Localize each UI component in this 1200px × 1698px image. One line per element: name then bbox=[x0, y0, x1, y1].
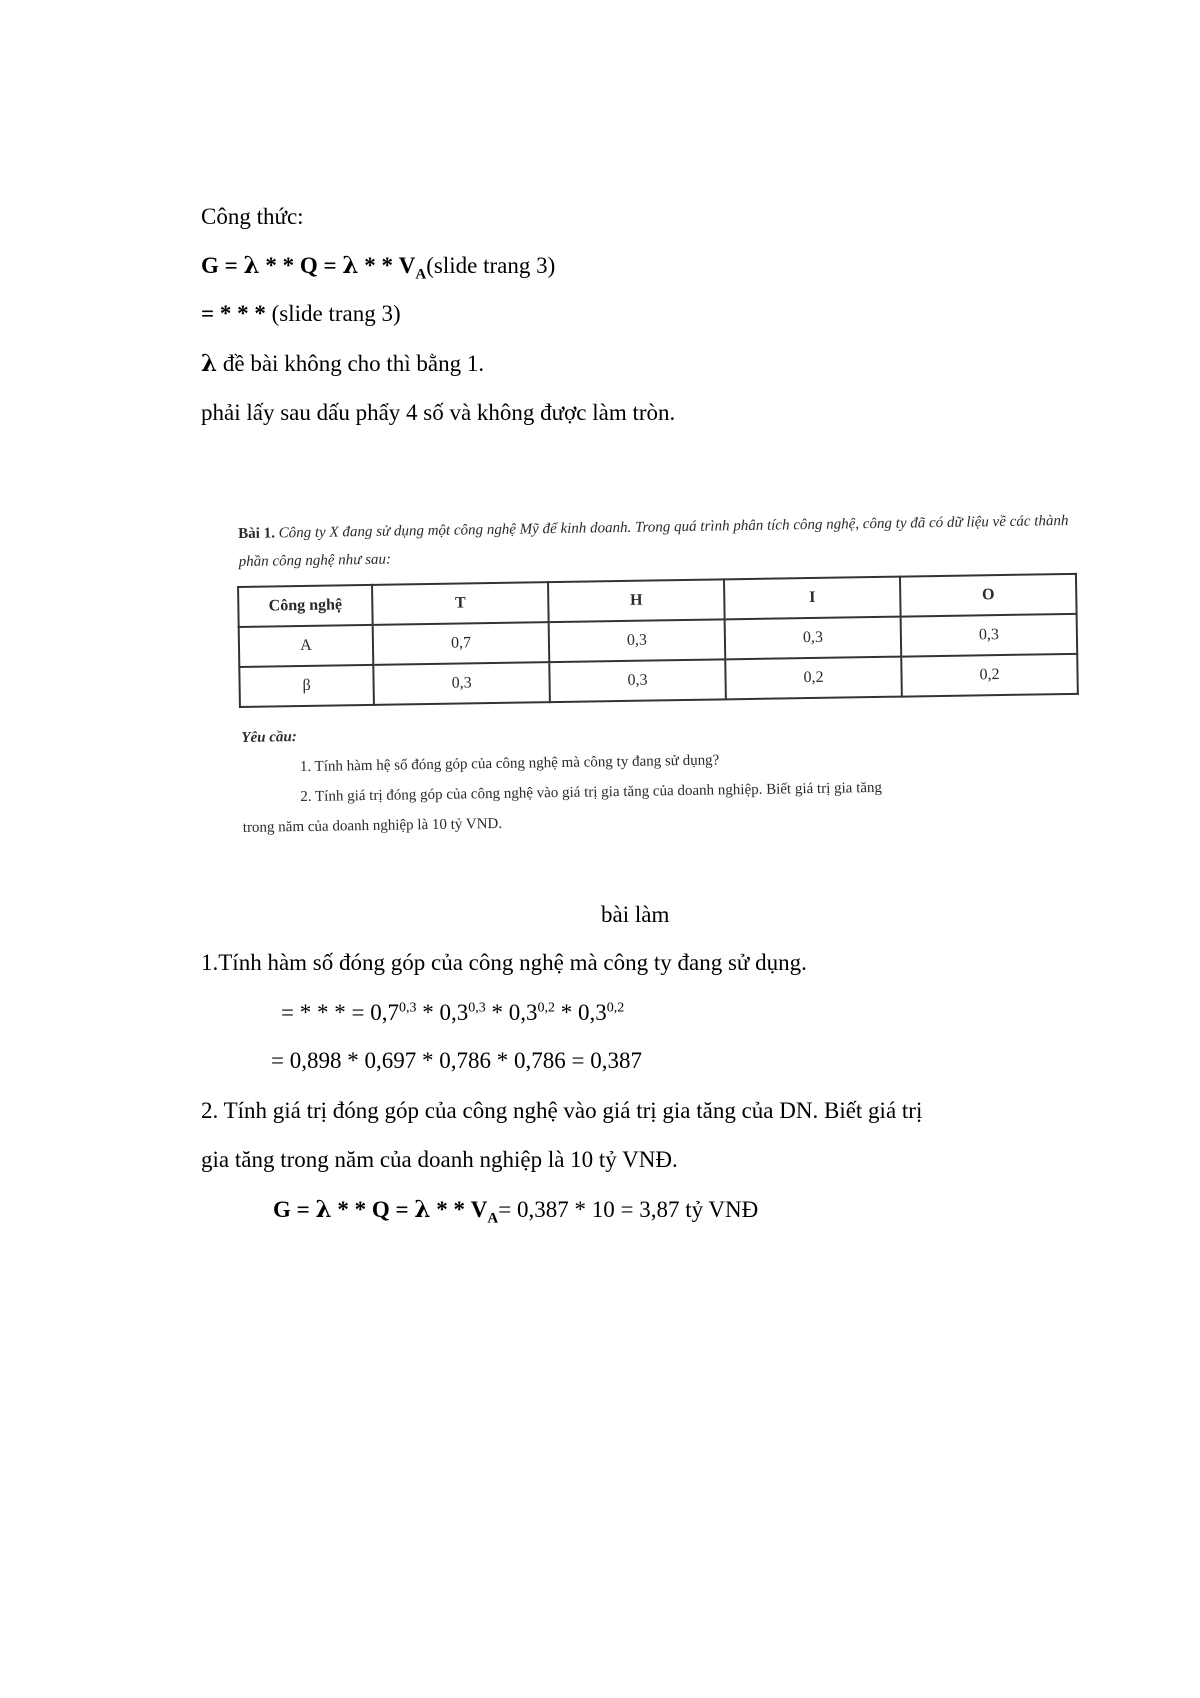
lambda-symbol: λ bbox=[243, 252, 260, 279]
requirement-item: 2. Tính giá trị đóng góp của công nghệ vào giá trị gia tăng của doanh nghiệp. Biết giá trị gia tăng bbox=[300, 779, 883, 806]
lambda-symbol: λ bbox=[315, 1196, 332, 1223]
formula-heading: Công thức: bbox=[201, 204, 304, 229]
subscript: A bbox=[487, 1210, 499, 1227]
calculation-1 bbox=[281, 1000, 624, 1026]
table-header: I bbox=[724, 577, 901, 620]
formula-note: đề bài không cho thì bằng 1. bbox=[217, 351, 485, 376]
calculation-2: = 0,898 * 0,697 * 0,786 * 0,786 = 0,387 bbox=[271, 1048, 642, 1073]
formula-note: (slide trang 3) bbox=[426, 253, 556, 278]
formula-text: G = bbox=[273, 1197, 316, 1222]
calc-base: * 0,3 bbox=[416, 1000, 469, 1025]
table-header: H bbox=[548, 579, 725, 622]
calc-text: = * * * = bbox=[281, 1000, 371, 1025]
calc-exponent: 0,2 bbox=[606, 1000, 625, 1016]
solution-title: bài làm bbox=[601, 902, 670, 927]
scanned-exercise bbox=[238, 507, 1083, 840]
requirement-item: trong năm của doanh nghiệp là 10 tỷ VND. bbox=[242, 815, 503, 836]
lambda-symbol: λ bbox=[414, 1196, 431, 1223]
formula-note: (slide trang 3) bbox=[271, 301, 401, 326]
formula-text: * * Q = bbox=[259, 253, 343, 278]
table-cell: β bbox=[239, 665, 374, 707]
table-cell: 0,3 bbox=[725, 617, 902, 660]
formula-line-1 bbox=[201, 252, 555, 284]
calc-exponent: 0,3 bbox=[398, 1000, 417, 1016]
question-1: 1.Tính hàm số đóng góp của công nghệ mà công ty đang sử dụng. bbox=[201, 950, 807, 975]
formula-text: G = bbox=[201, 253, 244, 278]
formula-line-4: phải lấy sau dấu phẩy 4 số và không được làm tròn. bbox=[201, 400, 676, 425]
formula-text: * * Q = bbox=[331, 1197, 415, 1222]
technology-table bbox=[237, 573, 1079, 708]
table-cell: 0,3 bbox=[373, 662, 550, 705]
calc-base: * 0,3 bbox=[485, 1000, 538, 1025]
table-cell: 0,7 bbox=[373, 622, 550, 665]
calc-base: 0,7 bbox=[370, 1000, 399, 1025]
requirements-title: Yêu cầu: bbox=[241, 729, 297, 746]
calculation-3 bbox=[273, 1196, 758, 1228]
table-cell: 0,2 bbox=[901, 654, 1078, 697]
exercise-intro bbox=[238, 507, 1079, 576]
table-header: Công nghệ bbox=[238, 585, 373, 627]
formula-text: * * V bbox=[430, 1197, 488, 1222]
table-cell: 0,3 bbox=[549, 619, 726, 662]
lambda-symbol: λ bbox=[201, 350, 218, 377]
subscript: A bbox=[415, 266, 427, 283]
exercise-label: Bài 1. bbox=[238, 525, 276, 542]
formula-text: * * V bbox=[358, 253, 416, 278]
requirement-item: 1. Tính hàm hệ số đóng góp của công nghệ mà công ty đang sử dụng? bbox=[299, 752, 720, 776]
table-cell: 0,2 bbox=[725, 657, 902, 700]
calc-exponent: 0,3 bbox=[468, 1000, 486, 1016]
table-header: T bbox=[372, 582, 549, 625]
question-2-line-1: 2. Tính giá trị đóng góp của công nghệ vào giá trị gia tăng của DN. Biết giá trị bbox=[201, 1098, 923, 1123]
calc-base: * 0,3 bbox=[554, 1000, 607, 1025]
question-2-line-2: gia tăng trong năm của doanh nghiệp là 10 tỷ VNĐ. bbox=[201, 1147, 678, 1172]
formula-line-3 bbox=[201, 350, 484, 377]
exercise-text: Công ty X đang sử dụng một công nghệ Mỹ để kinh doanh. Trong quá trình phân tích công nghệ, công ty đã có dữ liệu về các thành phần công nghệ như sau: bbox=[238, 512, 1069, 570]
table-header: O bbox=[900, 574, 1077, 617]
table-cell: 0,3 bbox=[549, 659, 726, 702]
formula-text: = * * * bbox=[201, 301, 272, 326]
formula-line-2 bbox=[201, 301, 401, 327]
calc-result: = 0,387 * 10 = 3,87 tỷ VNĐ bbox=[498, 1197, 759, 1222]
calc-exponent: 0,2 bbox=[537, 1000, 555, 1016]
lambda-symbol: λ bbox=[342, 252, 359, 279]
table-cell: 0,3 bbox=[901, 614, 1078, 657]
table-cell: A bbox=[239, 625, 374, 667]
